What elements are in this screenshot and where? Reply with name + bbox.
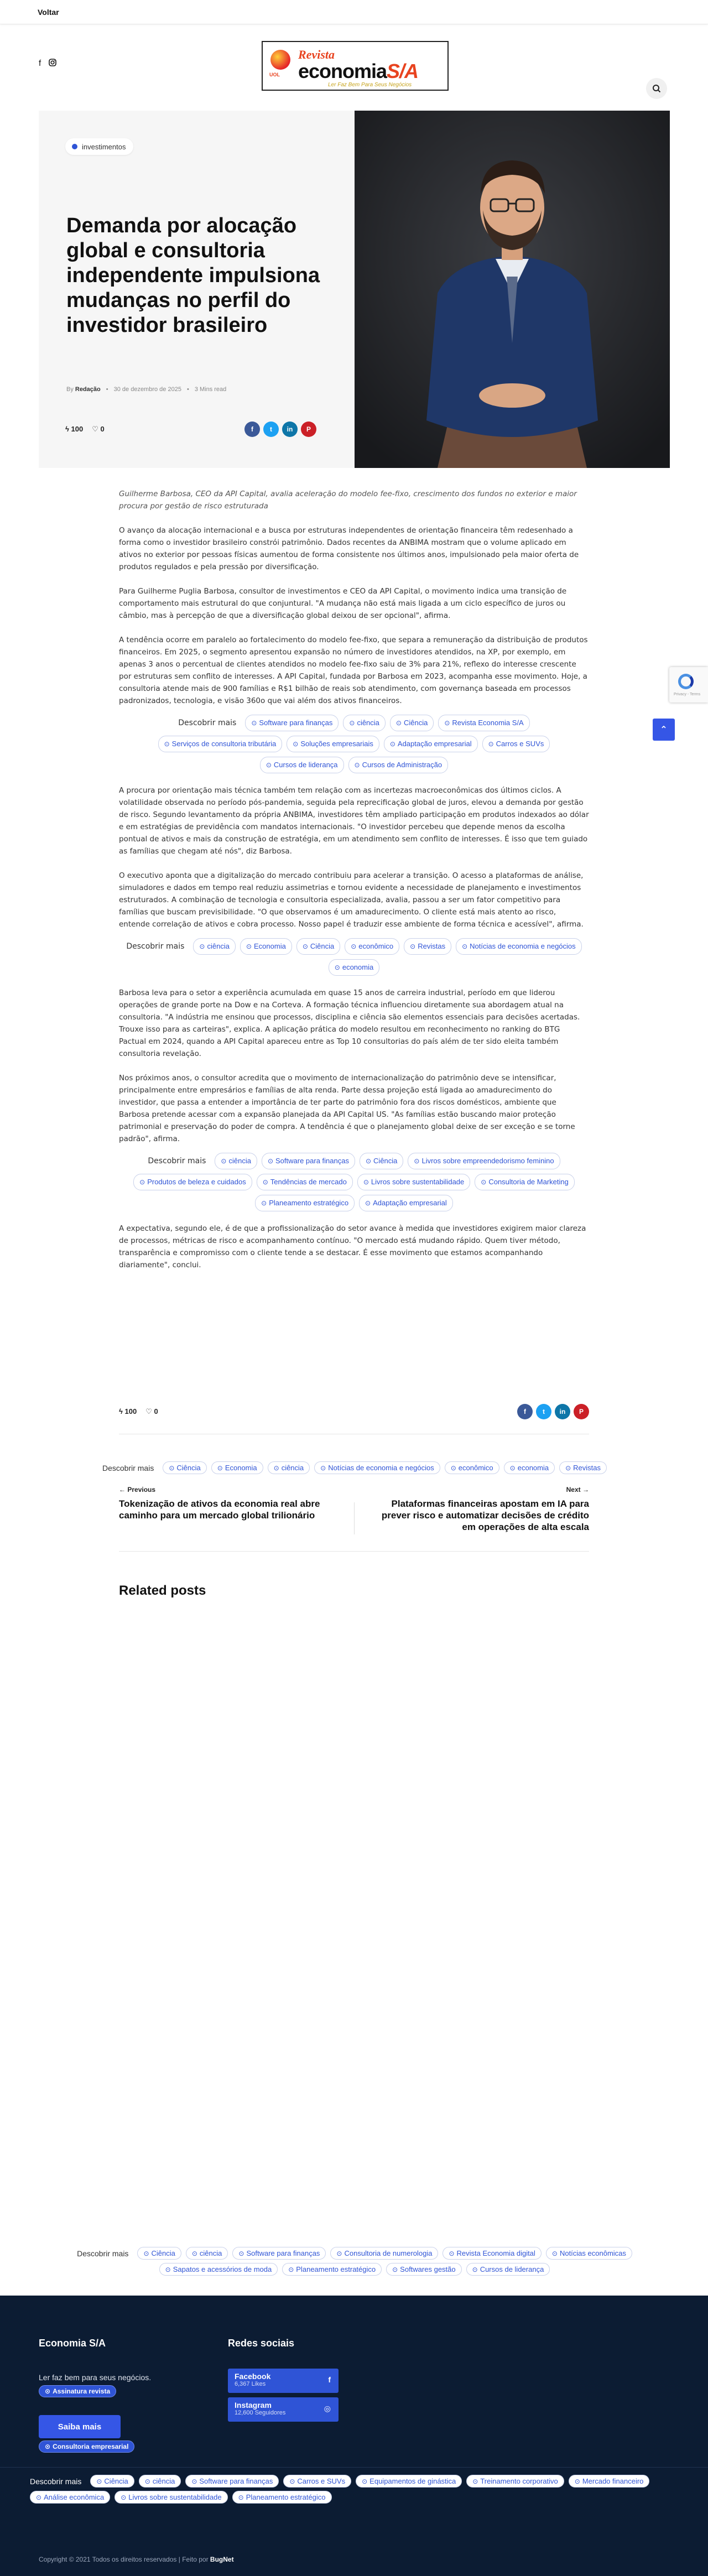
search-icon: ⊙ (551, 2249, 558, 2257)
tag-chip[interactable]: ⊙ Soluções empresariais (287, 736, 379, 752)
search-icon: ⊙ (164, 740, 170, 748)
hero-photo (355, 111, 670, 468)
tag-chip[interactable]: ⊙ ciência (343, 715, 386, 731)
category-dot (72, 144, 77, 149)
discover-label: Descobrir mais (30, 2476, 82, 2486)
search-icon: ⊙ (238, 2493, 244, 2501)
search-icon: ⊙ (45, 2443, 51, 2450)
tag-chip[interactable]: ⊙ Livros sobre sustentabilidade (357, 1174, 470, 1190)
tag-chip[interactable]: ⊙ Adaptação empresarial (359, 1195, 453, 1211)
learn-more-button[interactable]: Saiba mais (39, 2415, 121, 2438)
likes-count[interactable]: ♡ 0 (92, 425, 105, 433)
paragraph: A expectativa, segundo ele, é de que a profissionalização do setor avance à medida que investidores exigirem maior clareza de processos, métricas de risco e acompanhamento contínuo. "O mercado está mudando rápido. Quem tiver método, transparência e compromisso com o cliente tende a se destacar. É esse movimento que estamos acompanhando diariamente", conclui. (119, 1224, 586, 1269)
back-link[interactable]: Voltar (38, 7, 59, 17)
search-icon: ⊙ (462, 943, 468, 950)
search-icon: ⊙ (289, 2477, 295, 2485)
views-count: ϟ 100 (119, 1407, 137, 1416)
share-pinterest-icon[interactable]: P (574, 1404, 589, 1419)
search-icon: ⊙ (169, 1464, 175, 1472)
tag-chip[interactable]: ⊙ ciência (186, 2247, 228, 2260)
tag-chip[interactable]: ⊙ Equipamentos de ginástica (356, 2475, 462, 2487)
site-footer (0, 2296, 708, 2576)
search-icon: ⊙ (191, 2249, 197, 2257)
maker-link[interactable]: BugNet (210, 2556, 234, 2563)
share-linkedin-icon[interactable]: in (555, 1404, 570, 1419)
search-icon: ⊙ (450, 1464, 456, 1472)
search-icon: ⊙ (121, 2493, 127, 2501)
search-icon: ⊙ (262, 1178, 268, 1186)
tag-chip[interactable]: ⊙ Livros sobre sustentabilidade (114, 2491, 227, 2504)
search-icon: ⊙ (351, 943, 357, 950)
hero-counts (65, 425, 105, 434)
instagram-follow-box[interactable]: Instagram 12,600 Seguidores ◎ (228, 2397, 339, 2422)
previous-post-title: Tokenização de ativos da economia real abre caminho para um mercado global trilionário (119, 1498, 320, 1521)
arrow-up-icon: ⌃ (660, 725, 668, 735)
search-icon: ⊙ (266, 761, 272, 769)
search-icon: ⊙ (354, 761, 360, 769)
logo-mark (270, 50, 290, 70)
search-icon: ⊙ (144, 2477, 150, 2485)
footer-description: Ler faz bem para seus negócios. (39, 2373, 152, 2382)
tag-chip[interactable]: ⊙ Cursos de liderança (466, 2263, 550, 2276)
article-caption: Guilherme Barbosa, CEO da API Capital, avalia aceleração do modelo fee-fixo, crescimento dos fundos no exterior e maior procura por gestão de risco estruturada (119, 490, 577, 511)
tag-chip[interactable]: ⊙ Livros sobre empreendedorismo feminino (408, 1153, 560, 1169)
search-icon: ⊙ (472, 2477, 478, 2485)
tag-chip[interactable]: ⊙ ciência (268, 1461, 310, 1474)
facebook-follow-box[interactable]: Facebook 6,367 Likes f (228, 2369, 339, 2393)
tag-chip[interactable]: ⊙ Software para finanças (262, 1153, 355, 1169)
discover-more-6 (30, 2475, 671, 2504)
tag-chip[interactable]: ⊙ Software para finanças (245, 715, 339, 731)
footer-counts (119, 1407, 158, 1416)
tag-chip[interactable]: ⊙ Produtos de beleza e cuidados (133, 1174, 252, 1190)
search-icon: ⊙ (389, 740, 395, 748)
search-icon: ⊙ (288, 2265, 294, 2273)
tag-chip[interactable]: ⊙ Economia (240, 938, 292, 955)
tag-chip[interactable]: ⊙ Revistas (559, 1461, 607, 1474)
paragraph: Para Guilherme Puglia Barbosa, consultor de investimentos e CEO da API Capital, o movimento indica uma transição de comportamento mais estrutural do que conjuntural. "A mudança não está mais ligada a um ciclo específico de juros ou câmbio, mas à percepção de que a diversificação global deixou de ser opcional", afirma. (119, 587, 567, 620)
tag-chip[interactable]: ⊙ Mercado financeiro (569, 2475, 650, 2487)
tag-chip[interactable]: ⊙ Notícias de economia e negócios (456, 938, 582, 955)
arrow-left-icon: ← (119, 1486, 126, 1493)
recaptcha-badge[interactable]: Privacy - Terms (669, 667, 708, 702)
search-icon: ⊙ (199, 943, 205, 950)
tag-chip[interactable]: ⊙ ciência (139, 2475, 181, 2487)
tag-chip[interactable]: ⊙ Ciência (390, 715, 434, 731)
search-icon: ⊙ (273, 1464, 279, 1472)
tag-chip[interactable]: ⊙ Análise econômica (30, 2491, 110, 2504)
discover-label: Descobrir mais (77, 2249, 129, 2258)
search-icon: ⊙ (221, 1157, 227, 1165)
share-facebook-icon[interactable]: f (244, 421, 260, 437)
heart-icon: ♡ (145, 1407, 152, 1416)
tag-chip[interactable]: ⊙ Tendências de mercado (257, 1174, 353, 1190)
search-icon: ⊙ (143, 2249, 149, 2257)
post-navigation (119, 1486, 589, 1536)
search-icon: ⊙ (444, 719, 450, 727)
category-badge[interactable]: investimentos (65, 138, 133, 155)
paragraph: Barbosa leva para o setor a experiência acumulada em quase 15 anos de carreira industrial, período em que liderou operações de grande porte na Dow e na Corteva. A formação técnica influenciou diretamente sua abordagem atual na consultoria. "A indústria me ensinou que processos, disciplina e ciência são elementos essenciais para decisões acertadas. Trouxe isso para as carteiras", explica. A aplicação prática do modelo resultou em reconhecimento no ranking do BTG Pactual em 2024, quando a API Capital apareceu entre as Top 10 consultorias do país além de ter sido eleita também consultoria revelação. (119, 988, 580, 1058)
search-icon: ⊙ (261, 1199, 267, 1207)
tag-chip[interactable]: ⊙ Planeamento estratégico (255, 1195, 355, 1211)
share-pinterest-icon[interactable]: P (301, 421, 316, 437)
paragraph: O avanço da alocação internacional e a busca por estruturas independentes de orientação financeira têm redesenhado a forma como o investidor brasileiro constrói patrimônio. Dados recentes da ANBIMA mostram que o volume aplicado em ativos no exterior por pessoas físicas aumentou de forma consistente nos últimos anos, impulsionado pela maior oferta de produtos regulados e pela pressão por diversificação. (119, 526, 579, 571)
discover-more-3 (119, 1153, 589, 1211)
search-icon: ⊙ (472, 2265, 478, 2273)
tag-chip[interactable]: ⊙ econômico (345, 938, 399, 955)
tag-chip[interactable]: ⊙ Software para finanças (185, 2475, 279, 2487)
search-button[interactable] (646, 78, 667, 99)
tag-chip[interactable]: ⊙ economia (329, 959, 379, 976)
search-icon: ⊙ (414, 1157, 420, 1165)
discover-label: Descobrir mais (102, 1463, 154, 1472)
tag-chip[interactable]: ⊙ ciência (193, 938, 236, 955)
logo-small: UOL (269, 72, 280, 77)
tag-chip[interactable]: ⊙ Notícias de economia e negócios (314, 1461, 440, 1474)
tag-chip[interactable]: ⊙ Carros e SUVs (283, 2475, 351, 2487)
share-twitter-icon[interactable]: t (536, 1404, 551, 1419)
facebook-icon: f (328, 2375, 331, 2384)
search-icon: ⊙ (392, 2265, 398, 2273)
tag-chip[interactable]: ⊙ Planeamento estratégico (282, 2263, 382, 2276)
tag-chip[interactable]: ⊙ econômico (445, 1461, 499, 1474)
footer-brand: Economia S/A (39, 2338, 106, 2349)
heart-icon: ♡ (92, 425, 98, 433)
divider (119, 1551, 589, 1552)
discover-label: Descobrir mais (178, 719, 237, 727)
site-logo[interactable] (262, 41, 449, 91)
tag-chip[interactable]: ⊙ Revistas (404, 938, 451, 955)
hero-share (244, 421, 316, 437)
views-count: ϟ 100 (65, 425, 84, 433)
search-icon: ⊙ (362, 2477, 368, 2485)
likes-count[interactable]: ♡ 0 (145, 1407, 158, 1416)
search-icon: ⊙ (365, 1199, 371, 1207)
instagram-icon: ◎ (324, 2404, 331, 2413)
paragraph: A procura por orientação mais técnica também tem relação com as incertezas macroeconômicas dos últimos ciclos. A volatilidade observada no período pós-pandemia, seguida pela reprecificação global de juros, elevou a demanda por gestão de risco. Segundo levantamento da própria ANBIMA, investidores têm ampliado participação em produtos indexados ao dólar e em estratégias de previdência com mandatos internacionais. "O investidor percebeu que depende menos da escolha pontual de ativos e mais da construção de estratégia, em um atendimento sem conflito de interesses. É isso que tem guiado as famílias que chegam até nós", diz Barbosa. (119, 786, 589, 856)
logo-revista: Revista (298, 48, 335, 61)
search-icon: ⊙ (96, 2477, 102, 2485)
search-icon: ⊙ (365, 1157, 372, 1165)
footer-divider (0, 2467, 708, 2468)
paragraph: A tendência ocorre em paralelo ao fortalecimento do modelo fee-fixo, que separa a remuneração da distribuição de produtos financeiros. Em 2025, o segmento apresentou expansão no número de investidores atendidos, na XP, por exemplo, em apenas 3 anos o percentual de clientes atendidos no modelo fee-fixo saiu de 3% para 21%, reflexo do interesse crescente por estruturas sem conflito de interesses. A API Capital, fundada por Barbosa em 2023, acompanha esse movimento. Hoje, a consultoria atende mais de 900 famílias e R$1 bilhão de reais sob atendimento, com governança baseada em processos padronizados, tecnologia, e visão 360o que vai além dos ativos financeiros. (119, 636, 588, 705)
instagram-icon[interactable] (49, 59, 56, 69)
social-heading: Redes sociais (228, 2338, 295, 2349)
consulting-pill[interactable]: ⊙ Consultoria empresarial (39, 2440, 134, 2453)
search-icon: ⊙ (574, 2477, 580, 2485)
search-icon: ⊙ (410, 943, 416, 950)
tag-chip[interactable]: ⊙ Ciência (90, 2475, 134, 2487)
search-icon: ⊙ (165, 2265, 171, 2273)
next-post-link[interactable]: Next → Plataformas financeiras apostam em IA para prever risco e automatizar decisões de crédito em operações de alta escala (368, 1486, 589, 1533)
tag-chip[interactable]: ⊙ Planeamento estratégico (232, 2491, 332, 2504)
bolt-icon: ϟ (119, 1407, 123, 1416)
search-icon: ⊙ (293, 740, 299, 748)
top-bar (0, 0, 708, 24)
logo-economia: economiaS/A (298, 60, 419, 82)
search-icon: ⊙ (395, 719, 402, 727)
tag-chip[interactable]: ⊙ Consultoria de numerologia (330, 2247, 438, 2260)
read-time: 3 Mins read (194, 386, 227, 393)
tag-chip[interactable]: ⊙ Notícias econômicas (546, 2247, 632, 2260)
search-icon: ⊙ (246, 943, 252, 950)
header-social (39, 59, 56, 69)
article-footer (119, 1404, 589, 1419)
tag-chip[interactable]: ⊙ Revista Economia S/A (438, 715, 529, 731)
search-icon: ⊙ (191, 2477, 197, 2485)
search-icon (652, 84, 661, 93)
search-icon: ⊙ (267, 1157, 274, 1165)
paragraph: Nos próximos anos, o consultor acredita que o movimento de internacionalização do patrimônio deve se intensificar, principalmente entre empresários e famílias de alta renda. Parte dessa projeção está ligada ao amadurecimento do investidor, que passa a entender a importância de ter parte do patrimônio fora dos riscos domésticos, ambiente que Barbosa pretende acessar com a expansão planejada da API Capital US. "As famílias estão buscando maior proteção patrimonial e preservação do poder de compra. A tendência é que o planejamento global deixe de ser exceção e se torne padrão", afirma. (119, 1074, 575, 1143)
tag-chip[interactable]: ⊙ Ciência (137, 2247, 181, 2260)
logo-tagline: Ler Faz Bem Para Seus Negócios (328, 82, 412, 88)
divider (354, 1502, 355, 1534)
discover-more-5 (53, 2247, 656, 2276)
search-icon: ⊙ (45, 2387, 51, 2395)
portrait-image (355, 111, 670, 468)
search-icon: ⊙ (509, 1464, 516, 1472)
arrow-right-icon: → (582, 1486, 589, 1493)
previous-post-link[interactable]: ← Previous Tokenização de ativos da economia real abre caminho para um mercado global trilionário (119, 1486, 340, 1521)
tag-chip[interactable]: ⊙ ciência (215, 1153, 257, 1169)
share-twitter-icon[interactable]: t (263, 421, 279, 437)
tag-chip[interactable]: ⊙ economia (504, 1461, 555, 1474)
bolt-icon: ϟ (65, 425, 69, 433)
article-body (119, 488, 589, 1283)
discover-more-4 (53, 1461, 656, 1474)
article-meta: By Redação • 30 de dezembro de 2025 • 3 Mins read (66, 386, 227, 393)
tag-chip[interactable]: ⊙ Economia (211, 1461, 263, 1474)
search-icon: ⊙ (139, 1178, 145, 1186)
discover-label: Descobrir mais (126, 942, 185, 951)
search-icon: ⊙ (349, 719, 355, 727)
back-to-top-button[interactable] (653, 719, 675, 741)
search-icon: ⊙ (565, 1464, 571, 1472)
tag-chip[interactable]: ⊙ Revista Economia digital (442, 2247, 541, 2260)
tag-chip[interactable]: ⊙ Software para finanças (232, 2247, 326, 2260)
site-header (0, 24, 708, 106)
author-link[interactable]: Redação (75, 386, 101, 393)
search-icon: ⊙ (238, 2249, 244, 2257)
share-linkedin-icon[interactable]: in (282, 421, 298, 437)
tag-chip[interactable]: ⊙ Treinamento corporativo (466, 2475, 564, 2487)
search-icon: ⊙ (320, 1464, 326, 1472)
search-icon: ⊙ (336, 2249, 342, 2257)
search-icon: ⊙ (217, 1464, 223, 1472)
article-title: Demanda por alocação global e consultoria independente impulsiona mudanças no perfil do investidor brasileiro (66, 214, 320, 337)
search-icon: ⊙ (488, 740, 494, 748)
next-post-title: Plataformas financeiras apostam em IA para prever risco e automatizar decisões de crédito em operações de alta escala (381, 1498, 589, 1532)
tag-chip[interactable]: ⊙ Cursos de Administração (348, 757, 449, 773)
tag-chip[interactable]: ⊙ Consultoria de Marketing (475, 1174, 575, 1190)
tag-chip[interactable]: ⊙ Sapatos e acessórios de moda (159, 2263, 278, 2276)
search-icon: ⊙ (302, 943, 308, 950)
copyright: Copyright © 2021 Todos os direitos reservados | Feito por BugNet (39, 2556, 234, 2563)
search-icon: ⊙ (481, 1178, 487, 1186)
share-facebook-icon[interactable]: f (517, 1404, 533, 1419)
article-hero (39, 111, 670, 468)
subscription-pill[interactable]: ⊙ Assinatura revista (39, 2385, 116, 2397)
search-icon: ⊙ (251, 719, 257, 727)
search-icon: ⊙ (334, 964, 340, 971)
tag-chip[interactable]: ⊙ Adaptação empresarial (384, 736, 478, 752)
tag-chip[interactable]: ⊙ Softwares gestão (386, 2263, 462, 2276)
tag-chip[interactable]: ⊙ Carros e SUVs (482, 736, 550, 752)
discover-more-1 (119, 715, 589, 773)
discover-more-2 (119, 938, 589, 976)
footer-share (517, 1404, 589, 1419)
search-icon: ⊙ (363, 1178, 369, 1186)
tag-chip[interactable]: ⊙ Ciência (296, 938, 340, 955)
search-icon: ⊙ (449, 2249, 455, 2257)
tag-chip[interactable]: ⊙ Ciência (360, 1153, 403, 1169)
discover-label: Descobrir mais (148, 1157, 206, 1165)
facebook-icon[interactable]: f (39, 59, 41, 68)
recaptcha-icon (678, 674, 694, 689)
paragraph: O executivo aponta que a digitalização do mercado contribuiu para acelerar a transição. O acesso a plataformas de análise, simuladores e dados em tempo real reduziu assimetrias e tornou evidente a necessidade de planejamento e investimentos estruturados. A combinação de tecnologia e consultoria especializada, avalia, passou a ser um fator competitivo para famílias que buscam previsibilidade. "O que observamos é um amadurecimento. O cliente está mais atento ao risco, entende correlação de ativos e cobra processo. Nosso papel é traduzir esse ambiente de forma técnica e acessível", afirma. (119, 871, 584, 929)
tag-chip[interactable]: ⊙ Cursos de liderança (260, 757, 344, 773)
search-icon: ⊙ (36, 2493, 42, 2501)
tag-chip[interactable]: ⊙ Serviços de consultoria tributária (158, 736, 283, 752)
article-date: 30 de dezembro de 2025 (113, 386, 181, 393)
tag-chip[interactable]: ⊙ Ciência (163, 1461, 206, 1474)
related-posts-heading: Related posts (119, 1583, 206, 1598)
